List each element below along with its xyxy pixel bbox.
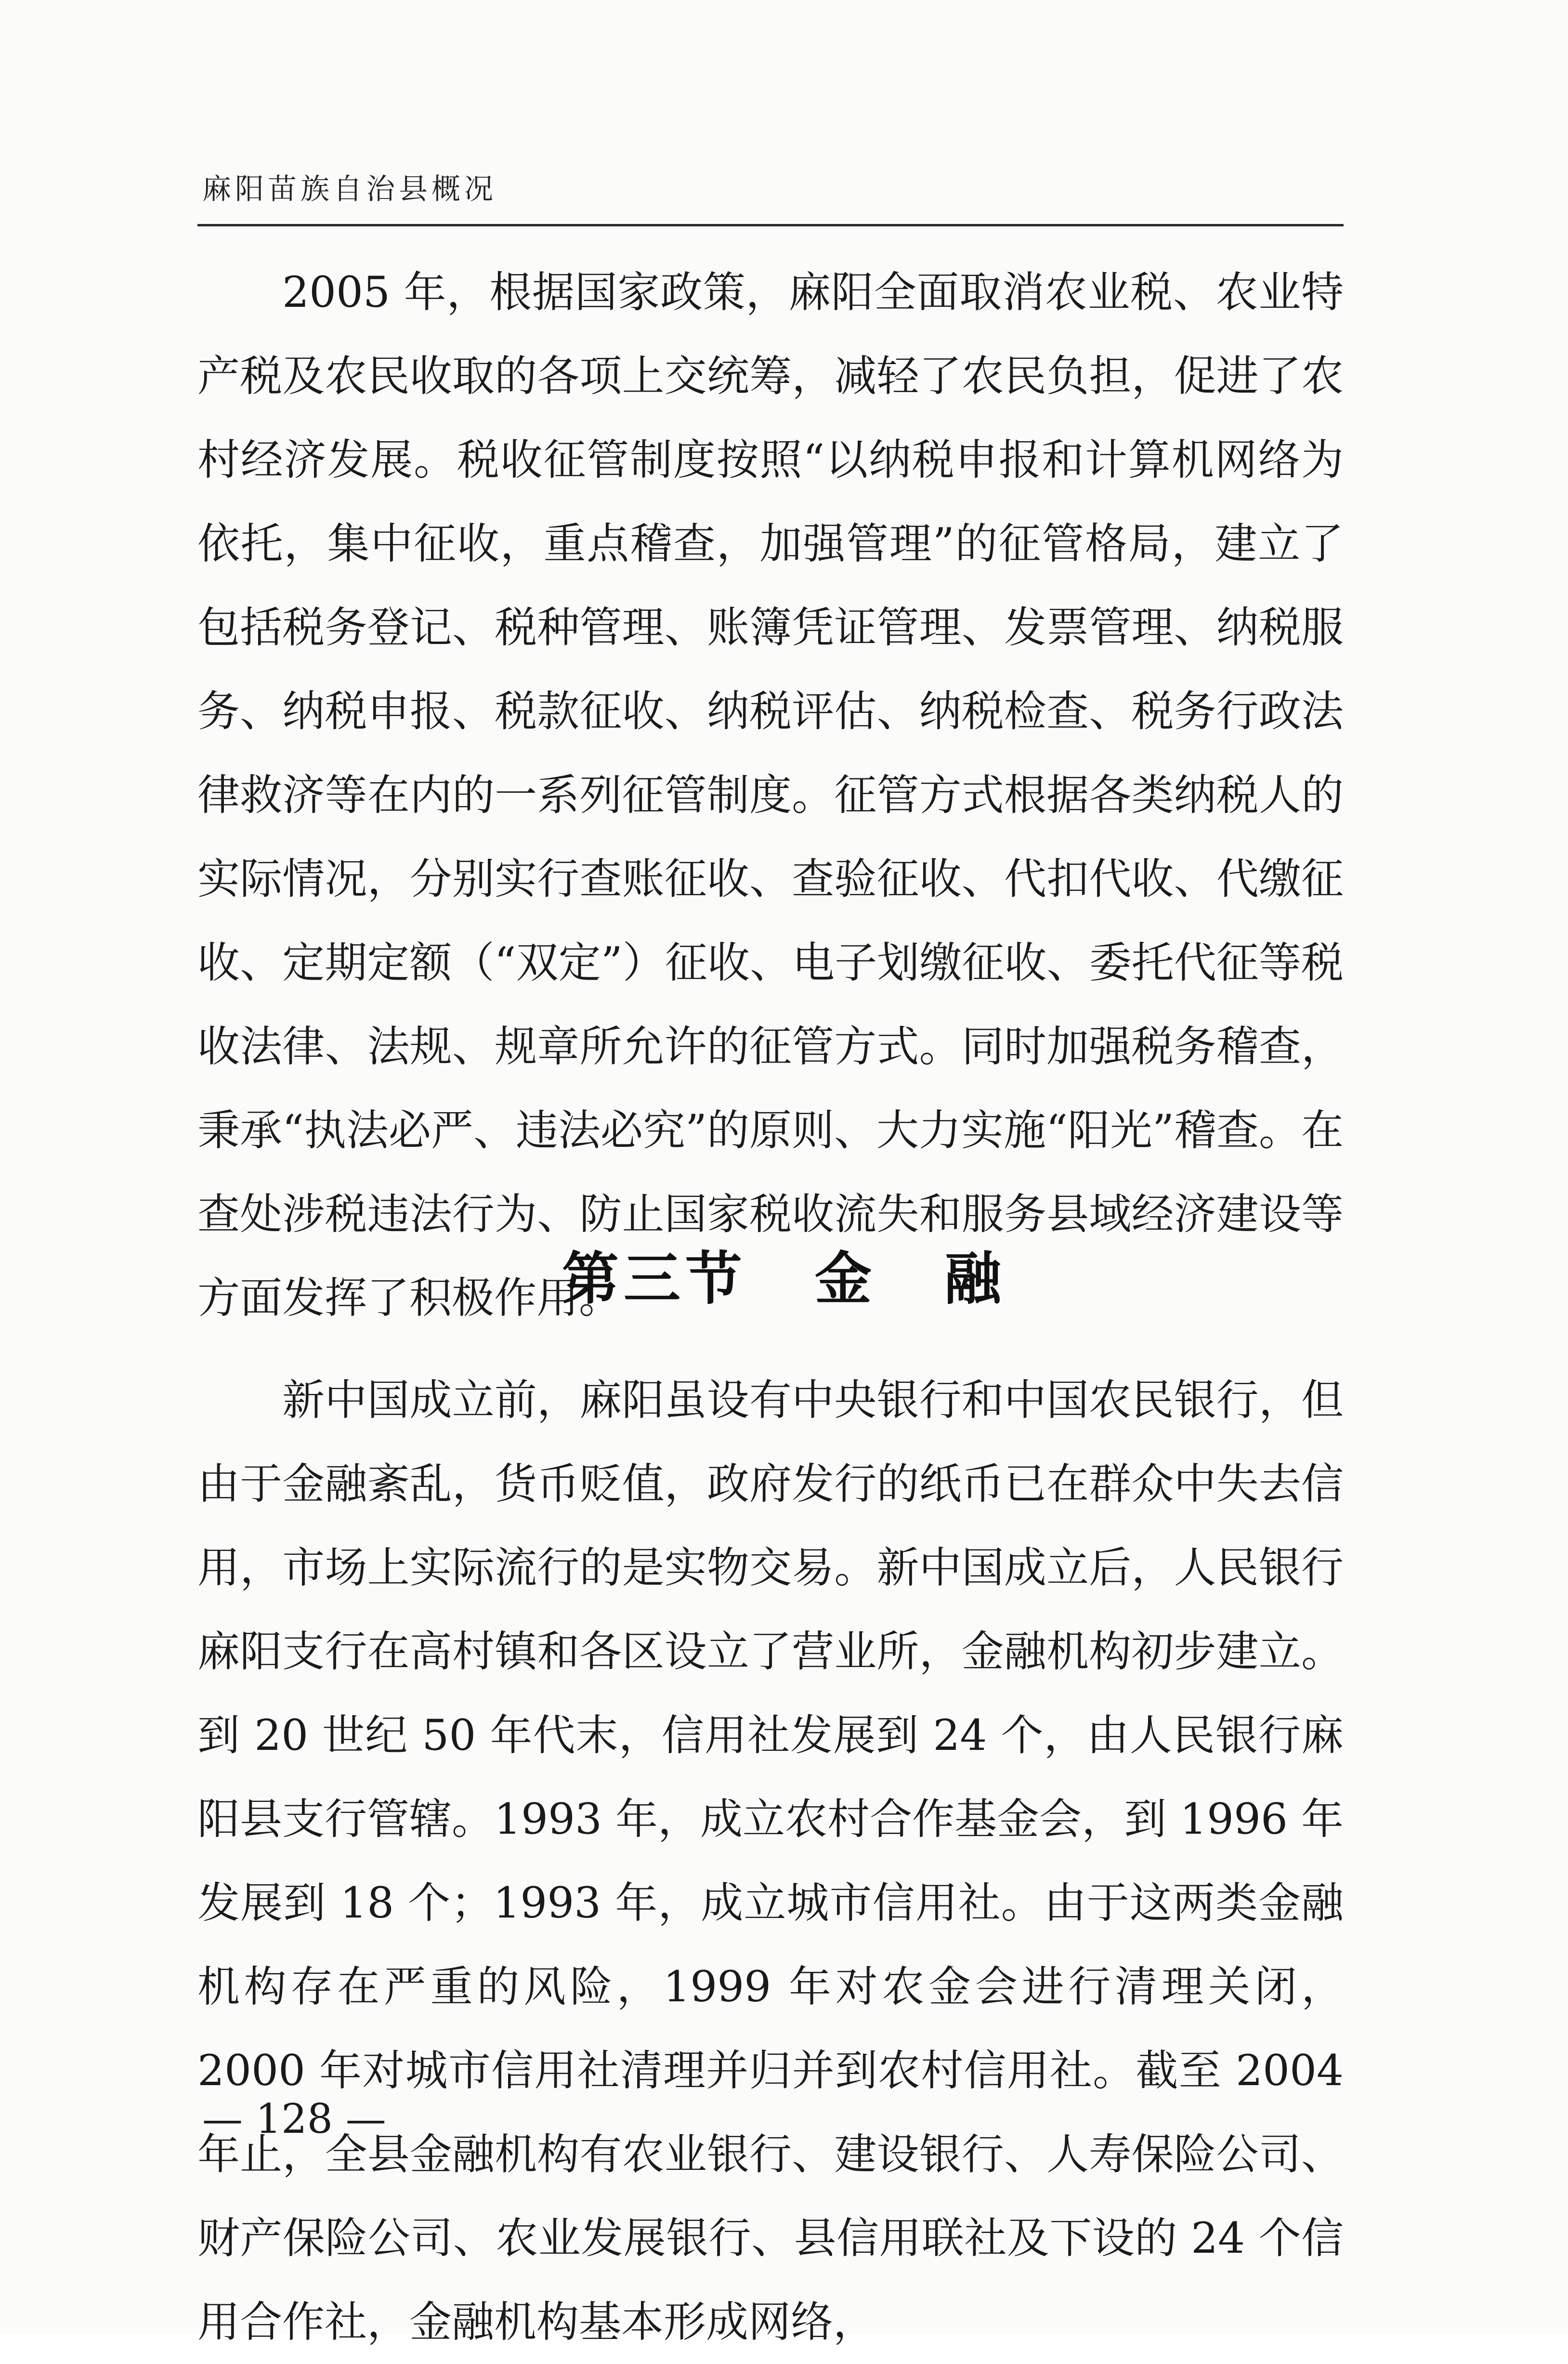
page-number: — 128 — bbox=[202, 2095, 386, 2142]
body-text-top bbox=[197, 250, 1344, 1340]
header-rule bbox=[197, 224, 1344, 226]
paragraph-finance: 新中国成立前，麻阳虽设有中央银行和中国农民银行，但由于金融紊乱，货币贬值，政府发行的纸币已在群众中失去信用，市场上实际流行的是实物交易。新中国成立后，人民银行麻阳支行在高村镇和各区设立了营业所，金融机构初步建立。到 20 世纪 50 年代末，信用社发展到 24 个，由人民银行麻阳县支行管辖。1993 年，成立农村合作基金会，到 1996 年发展到 18 个；1993 年，成立城市信用社。由于这两类金融机构存在严重的风险，1999 年对农金会进行清理关闭，2000 年对城市信用社清理并归并到农村信用社。截至 2004 年止，全县金融机构有农业银行、建设银行、人寿保险公司、财产保险公司、农业发展银行、县信用联社及下设的 24 个信用合作社，金融机构基本形成网络， bbox=[197, 1375, 1344, 2347]
section-title: 第三节 金 融 bbox=[562, 1246, 1006, 1312]
body-text-bottom bbox=[197, 1358, 1344, 2364]
running-head: 麻阳苗族自治县概况 bbox=[202, 172, 497, 206]
paragraph-tax: 2005 年，根据国家政策，麻阳全面取消农业税、农业特产税及农民收取的各项上交统筹，减轻了农民负担，促进了农村经济发展。税收征管制度按照“以纳税申报和计算机网络为依托，集中征收，重点稽查，加强管理”的征管格局，建立了包括税务登记、税种管理、账簿凭证管理、发票管理、纳税服务、纳税申报、税款征收、纳税评估、纳税检查、税务行政法律救济等在内的一系列征管制度。征管方式根据各类纳税人的实际情况，分别实行查账征收、查验征收、代扣代收、代缴征收、定期定额（“双定”）征收、电子划缴征收、委托代征等税收法律、法规、规章所允许的征管方式。同时加强税务稽查，秉承“执法必严、违法必究”的原则、大力实施“阳光”稽查。在查处涉税违法行为、防止国家税收流失和服务县域经济建设等方面发挥了积极作用。 bbox=[197, 267, 1344, 1323]
